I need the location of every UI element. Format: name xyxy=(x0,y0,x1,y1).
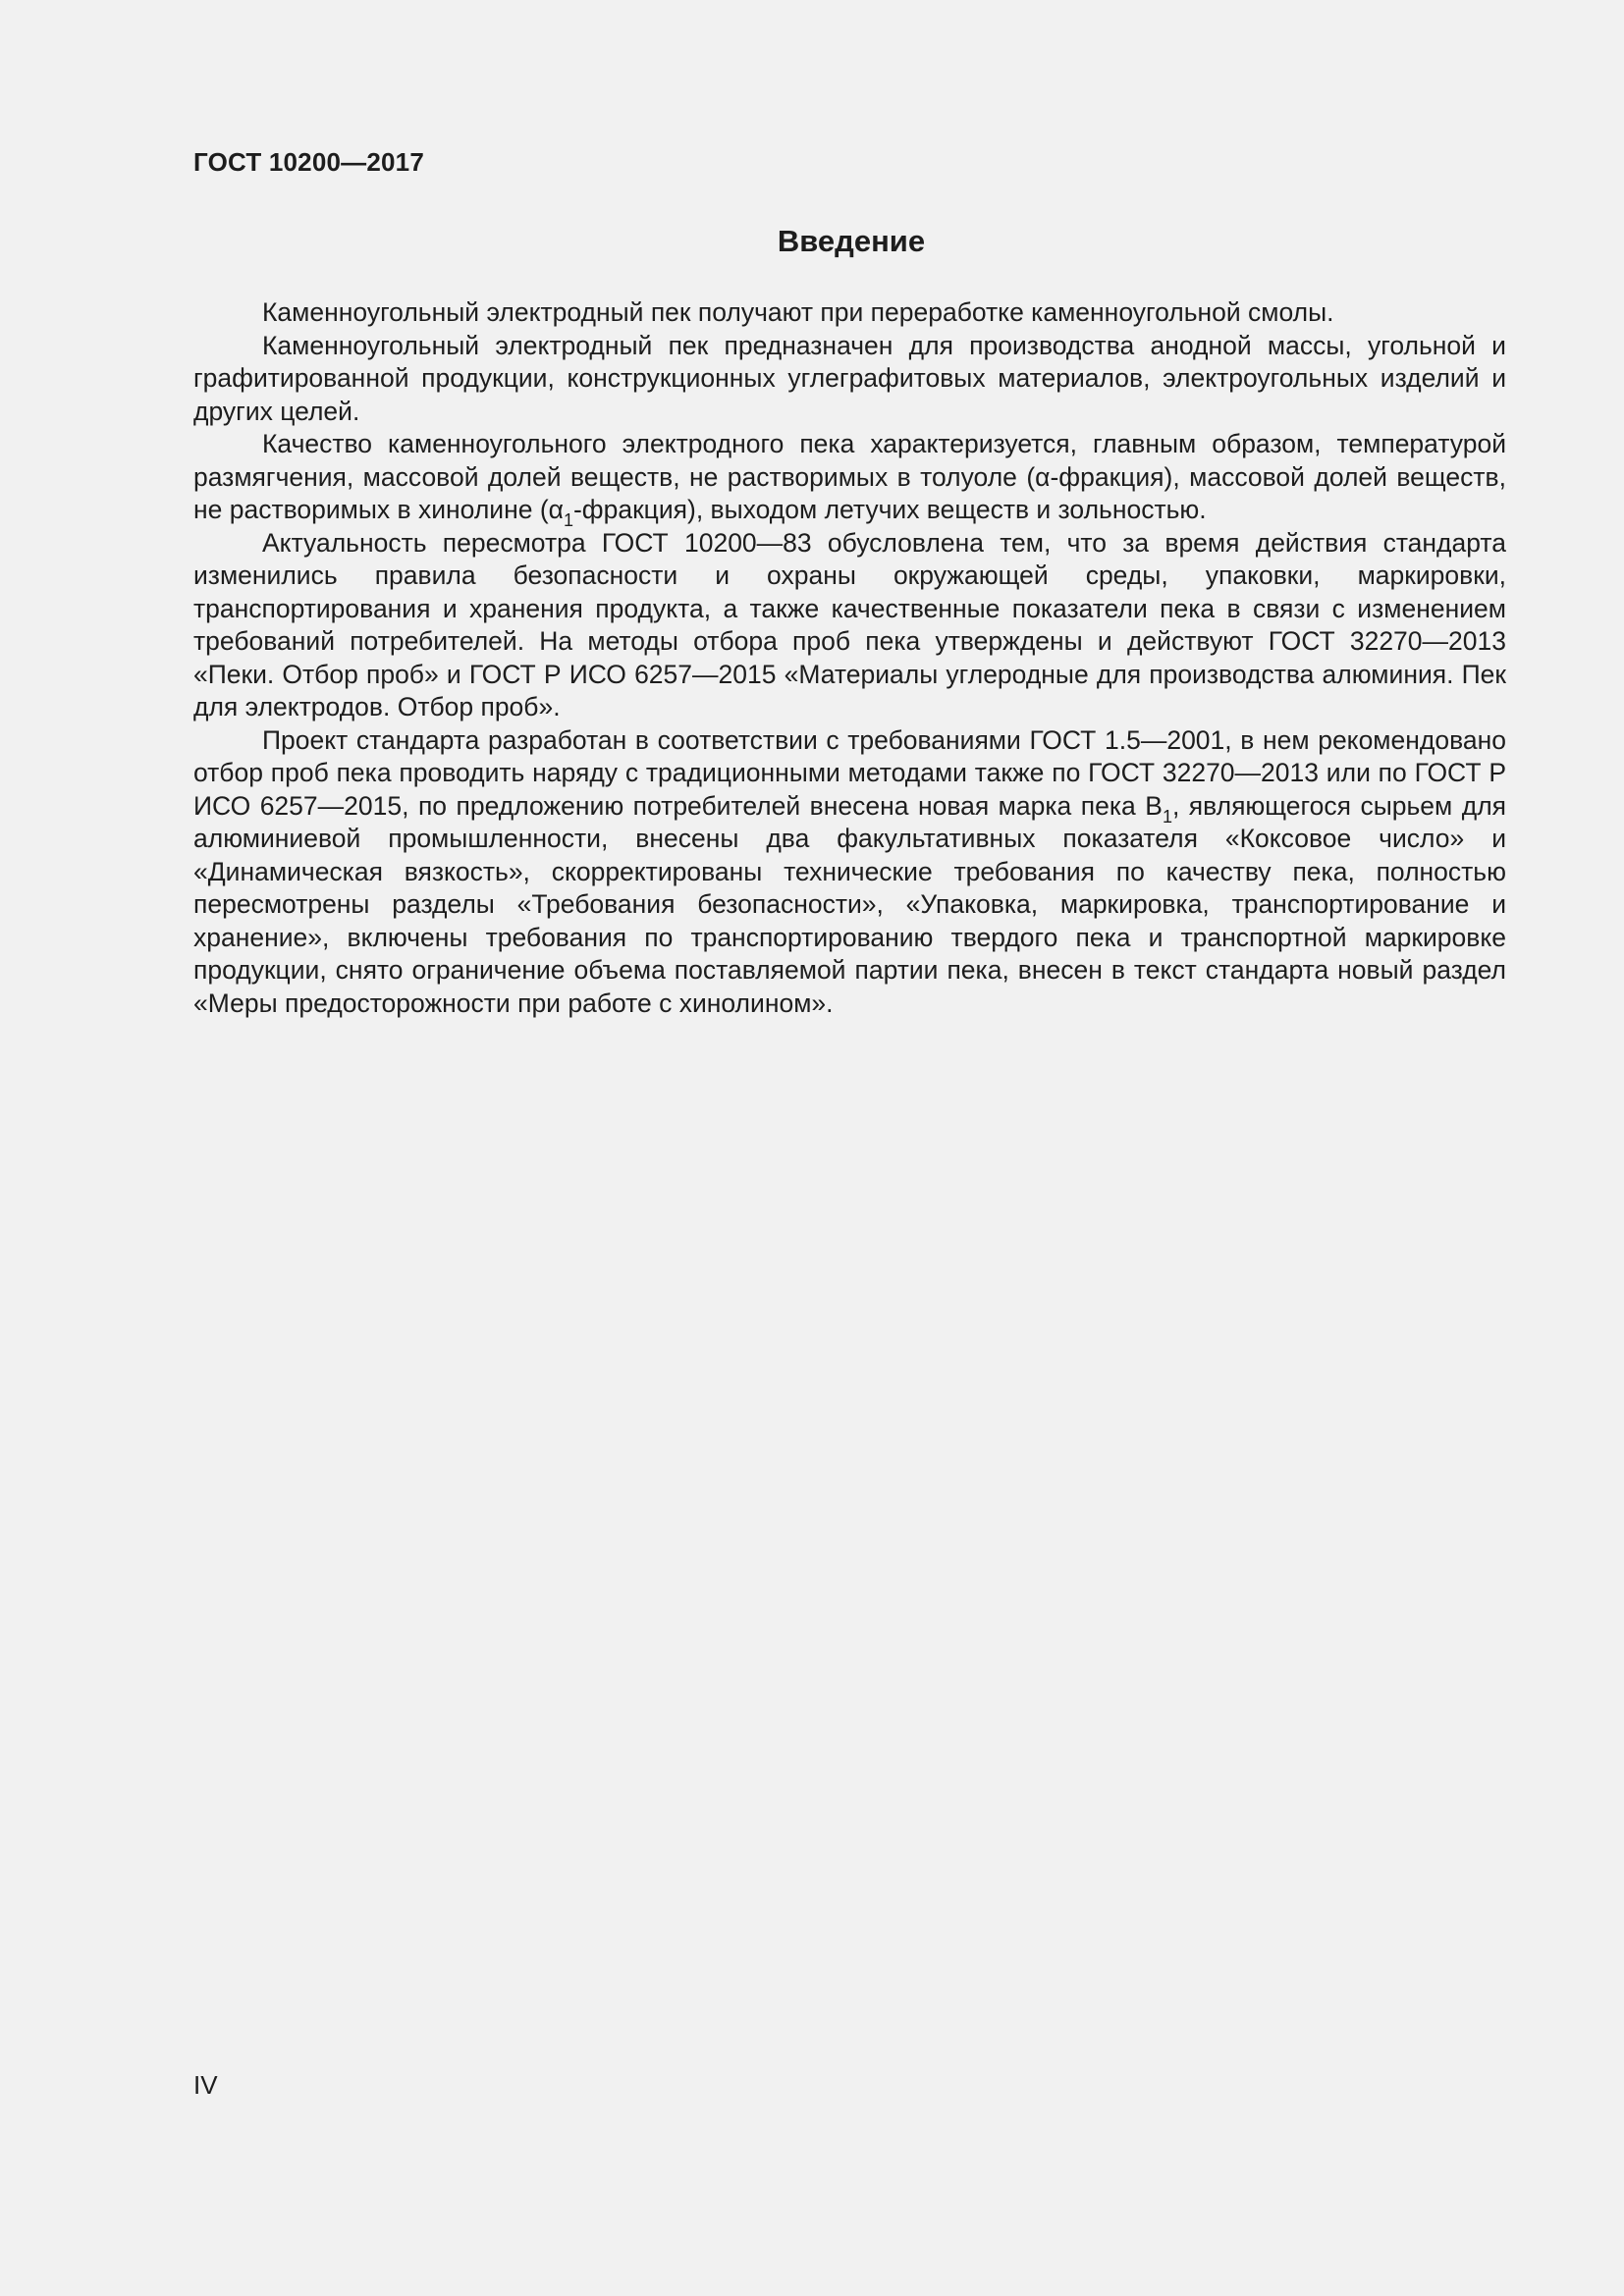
introduction-body xyxy=(193,296,1506,1020)
paragraph-5-text-a: Проект стандарта разработан в соответствии с требованиями ГОСТ 1.5—2001, в нем рекомендовано отбор проб пека проводить наряду с традиционными методами также по ГОСТ 32270—2013 или по ГОСТ Р ИСО 6257—2015, по предложению потребителей внесена новая марка пека В xyxy=(193,724,1506,821)
subscript: 1 xyxy=(1162,806,1172,827)
section-title: Введение xyxy=(777,224,926,258)
subscript: 1 xyxy=(563,510,573,530)
paragraph-1: Каменноугольный электродный пек получают при переработке каменноугольной смолы. xyxy=(262,297,1334,327)
paragraph-2: Каменноугольный электродный пек предназначен для производства анодной массы, угольной и графитированной продукции, конструкционных углеграфитовых материалов, электроугольных изделий и других целей. xyxy=(193,330,1506,426)
page-number: IV xyxy=(193,2070,218,2100)
document-code: ГОСТ 10200—2017 xyxy=(193,147,424,177)
paragraph-5-text-b: , являющегося сырьем для алюминиевой промышленности, внесены два факультативных показателя «Коксовое число» и «Динамическая вязкость», скорректированы технические требования по качеству пека, полностью пересмотрены разделы «Требования безопасности», «Упаковка, маркировка, транспортирование и хранение», включены требования по транспортированию твердого пека и транспортной маркировке продукции, снято ограничение объема поставляемой партии пека, внесен в текст стандарта новый раздел «Меры предосторожности при работе с хинолином». xyxy=(193,790,1507,1018)
paragraph-3-text-b: -фракция), выходом летучих веществ и зольностью. xyxy=(572,495,1207,524)
paragraph-4: Актуальность пересмотра ГОСТ 10200—83 обусловлена тем, что за время действия стандарта изменились правила безопасности и охраны окружающей среды, упаковки, маркировки, транспортирования и хранения продукта, а также качественные показатели пека в связи с изменением требований потребителей. На методы отбора проб пека утверждены и действуют ГОСТ 32270—2013 «Пеки. Отбор проб» и ГОСТ Р ИСО 6257—2015 «Материалы углеродные для производства алюминия. Пек для электродов. Отбор проб». xyxy=(193,527,1506,721)
paragraph-3 xyxy=(193,428,1506,530)
paragraph-5 xyxy=(193,724,1506,1021)
paragraph-3-text-a: Качество каменноугольного электродного пека характеризуется, главным образом, температурой размягчения, массовой долей веществ, не растворимых в толуоле (α-фракция), массовой долей веществ, не растворимых в хинолине (α xyxy=(193,429,1506,524)
